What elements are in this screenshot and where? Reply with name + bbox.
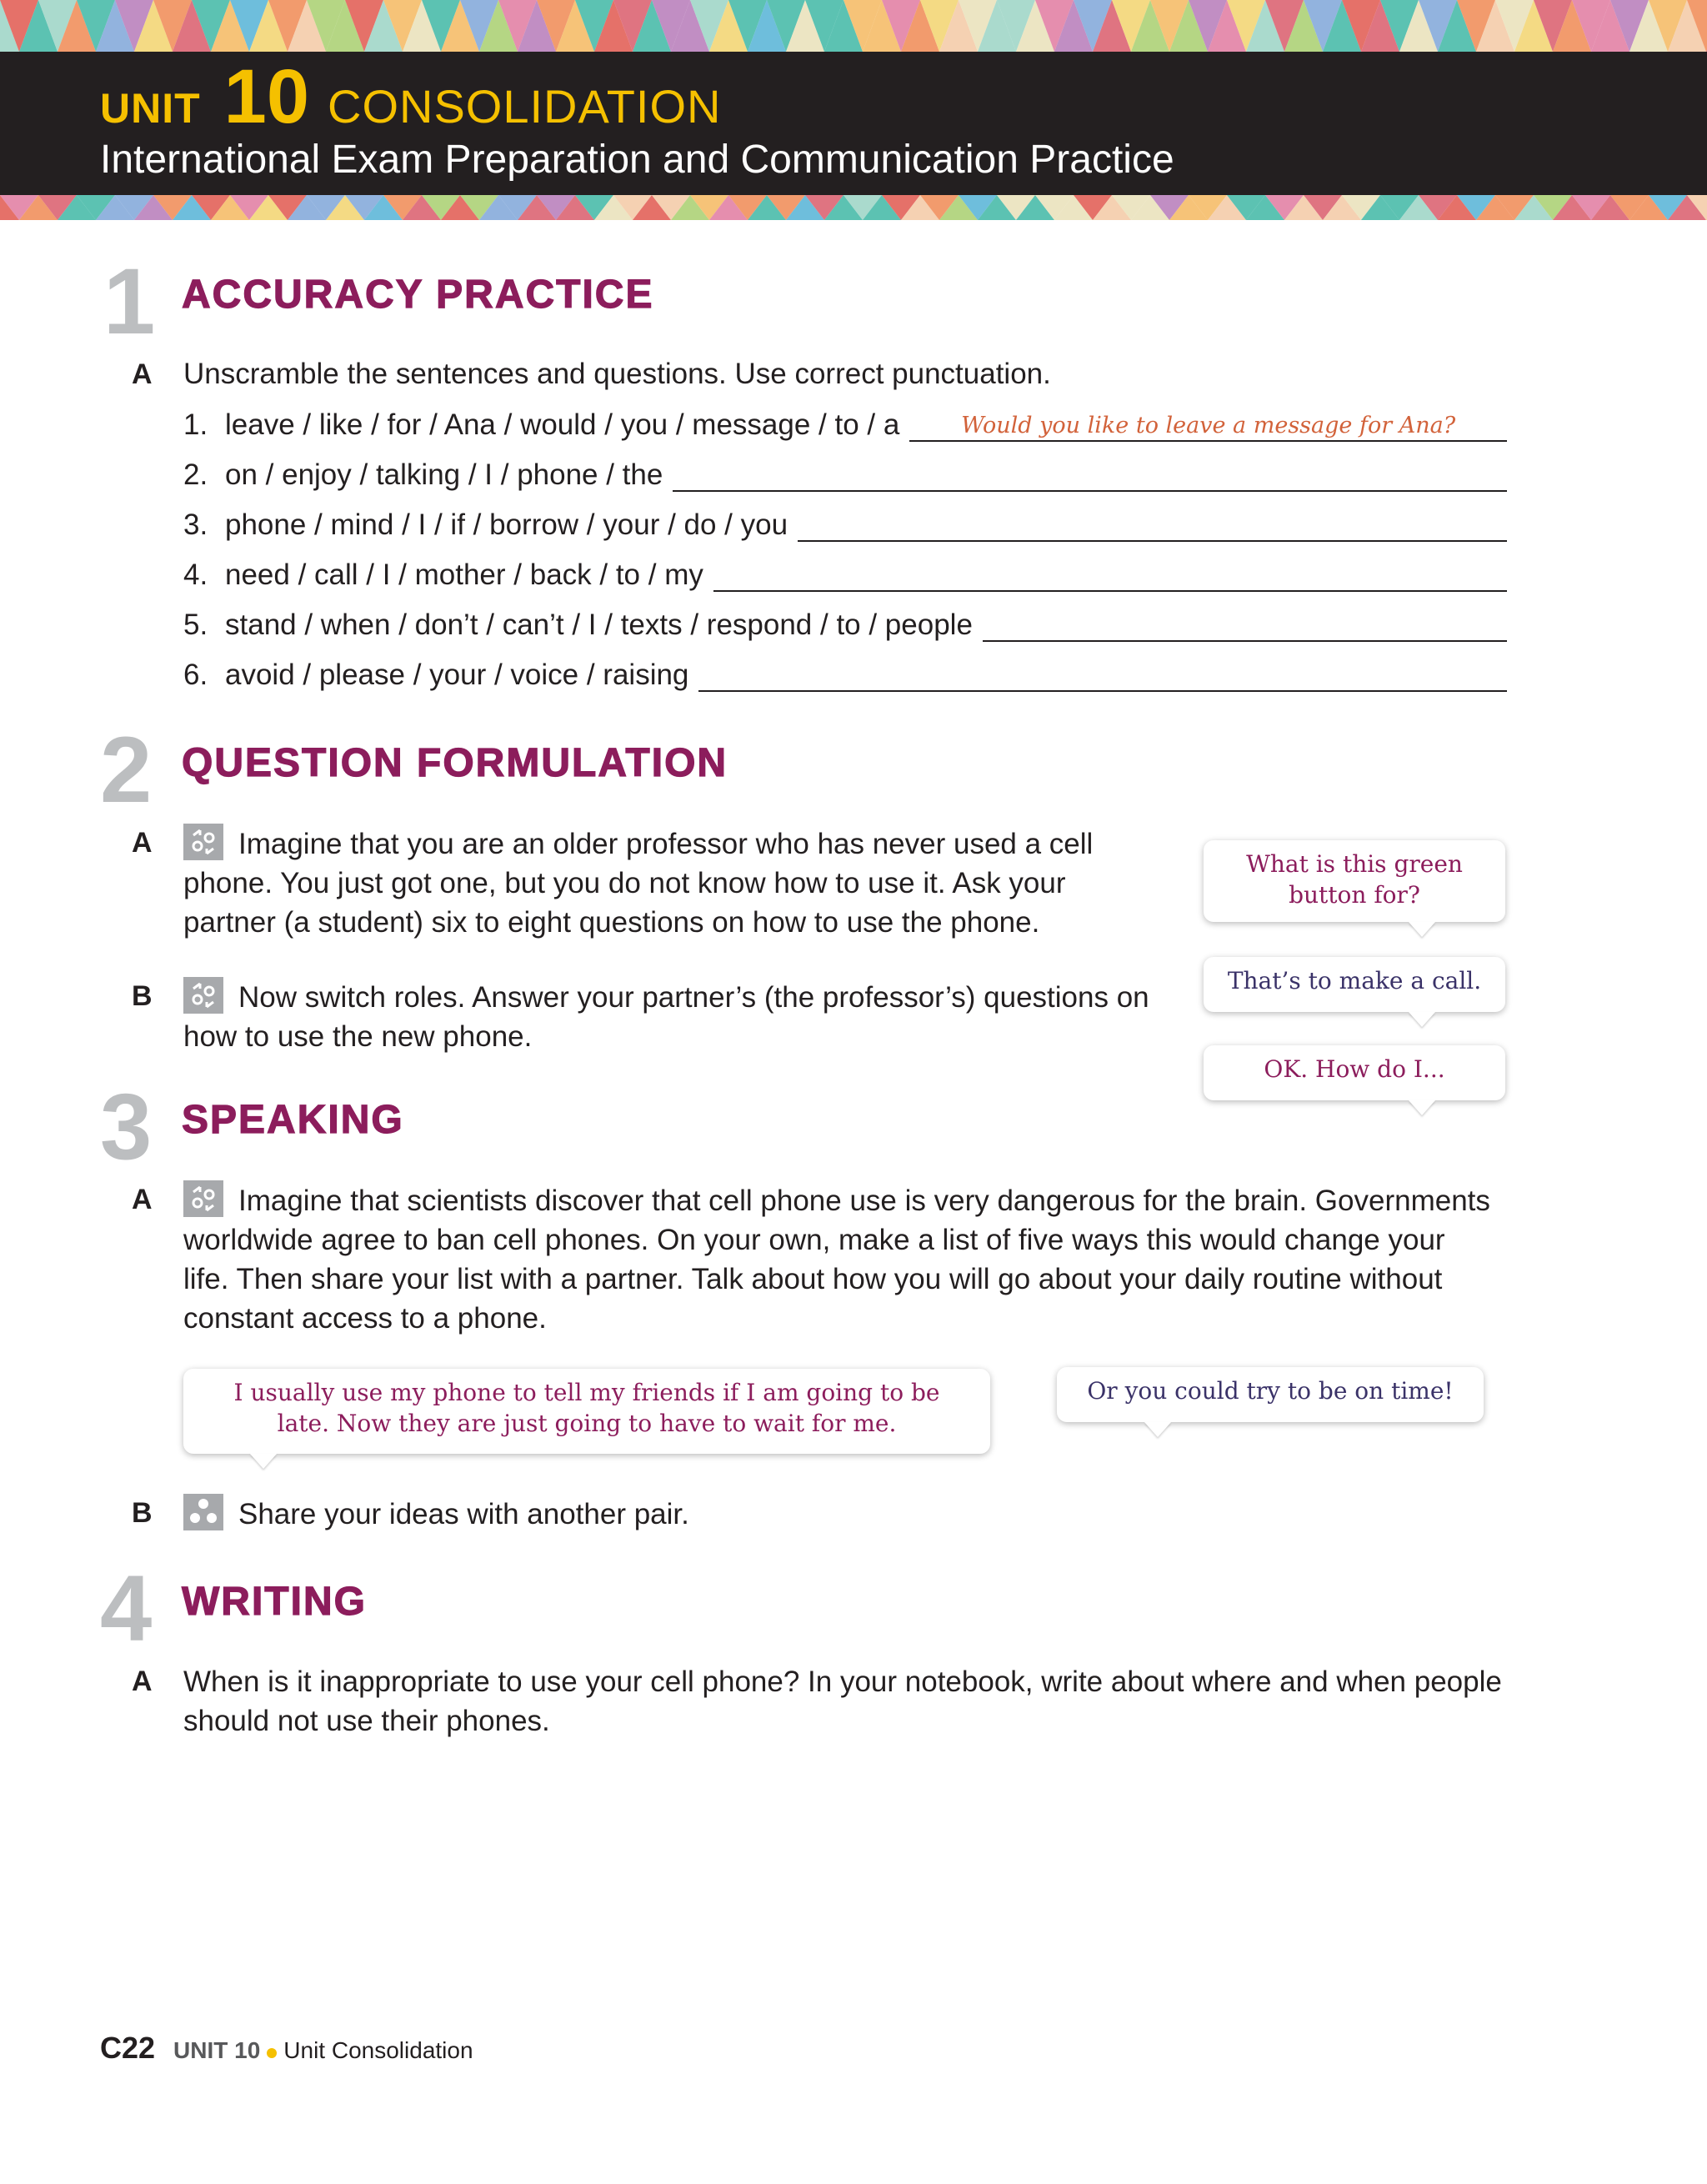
instruction-line: phone. You just got one, but you do not know how to use it. Ask your [183, 867, 1066, 899]
footer-unit: UNIT 10 [173, 2037, 261, 2063]
answer-line[interactable] [909, 410, 1507, 442]
bubble-line: Or you could try to be on time! [1087, 1377, 1454, 1405]
section-title-speaking: SPEAKING [182, 1098, 404, 1142]
exercise-instruction: Unscramble the sentences and questions. Use correct punctuation. [183, 358, 1051, 390]
item-words: phone / mind / I / if / borrow / your / do / you [225, 508, 788, 541]
instruction-line: worldwide agree to ban cell phones. On your own, make a list of five ways this would change your [183, 1224, 1445, 1256]
bubble-line: I usually use my phone to tell my friends if I am going to be [233, 1379, 940, 1406]
instruction-line: constant access to a phone. [183, 1302, 547, 1335]
exercise-instruction [183, 824, 1167, 942]
unscramble-item-6 [183, 654, 1507, 692]
unscramble-item-5 [183, 604, 1507, 642]
answer-line[interactable] [983, 610, 1507, 642]
bubble-line: What is this green [1246, 850, 1463, 878]
speech-bubble-student [1204, 957, 1505, 1012]
page-footer [100, 2031, 473, 2066]
item-words: stand / when / don’t / can’t / I / texts / respond / to / people [225, 609, 973, 641]
section-number-2: 2 [100, 718, 153, 822]
unscramble-item-4 [183, 554, 1507, 592]
bubble-line: late. Now they are just going to have to wait for me. [277, 1410, 897, 1437]
speech-bubble-professor [1204, 840, 1505, 922]
item-number: 6. [183, 659, 208, 691]
instruction-line: When is it inappropriate to use your cell phone? In your notebook, write about where and when people [183, 1666, 1502, 1698]
item-words: need / call / I / mother / back / to / my [225, 559, 703, 591]
section-number-1: 1 [103, 249, 156, 353]
exercise-letter: A [132, 1184, 153, 1215]
section-title-question-formulation: QUESTION FORMULATION [182, 741, 728, 785]
pair-work-icon [183, 1180, 223, 1217]
exercise-instruction [183, 1180, 1517, 1338]
bubble-line: button for? [1289, 881, 1420, 909]
section-title-accuracy-practice: ACCURACY PRACTICE [182, 273, 654, 317]
section-number-3: 3 [100, 1074, 153, 1179]
decorative-mosaic-top [0, 0, 1707, 52]
section-title-writing: WRITING [182, 1580, 367, 1624]
unit-title [100, 54, 722, 139]
pair-work-icon [183, 977, 223, 1014]
item-number: 1. [183, 408, 208, 441]
instruction-line: Imagine that scientists discover that cell phone use is very dangerous for the brain. Governments [238, 1185, 1490, 1217]
exercise-instruction [183, 1494, 689, 1534]
unit-word: UNIT [100, 85, 201, 132]
speech-bubble-professor-reply [1204, 1045, 1505, 1100]
item-number: 5. [183, 609, 208, 641]
exercise-letter: A [132, 358, 153, 390]
bubble-line: OK. How do I... [1264, 1055, 1445, 1083]
footer-bullet [267, 2048, 277, 2058]
unscramble-item-2 [183, 453, 1507, 492]
bubble-line: That’s to make a call. [1227, 967, 1482, 994]
instruction-line: life. Then share your list with a partner. Talk about how you will go about your daily routine without [183, 1263, 1443, 1295]
unit-number: 10 [223, 54, 309, 139]
exercise-letter: B [132, 1497, 153, 1529]
speech-bubble-example-1 [183, 1369, 990, 1454]
item-words: on / enjoy / talking / I / phone / the [225, 458, 663, 491]
footer-label: Unit Consolidation [283, 2037, 473, 2063]
item-words: leave / like / for / Ana / would / you / message / to / a [225, 408, 900, 441]
exercise-instruction [183, 977, 1167, 1056]
example-answer: Would you like to leave a message for Ana? [961, 413, 1456, 438]
page-code: C22 [100, 2031, 156, 2065]
instruction-line: should not use their phones. [183, 1705, 550, 1737]
instruction-line: Share your ideas with another pair. [238, 1498, 689, 1530]
item-number: 4. [183, 559, 208, 591]
answer-line[interactable] [713, 560, 1507, 592]
answer-line[interactable] [798, 510, 1507, 542]
exercise-letter: A [132, 1666, 153, 1697]
exercise-letter: B [132, 980, 153, 1012]
answer-line[interactable] [673, 460, 1507, 492]
speech-bubble-example-2 [1057, 1367, 1484, 1422]
decorative-mosaic-bottom [0, 195, 1707, 220]
unscramble-item-3 [183, 503, 1507, 542]
unit-subtitle: International Exam Preparation and Communication Practice [100, 138, 1174, 182]
unscramble-item-1 [183, 403, 1507, 442]
exercise-letter: A [132, 827, 153, 859]
answer-line[interactable] [698, 660, 1507, 692]
group-work-icon [183, 1494, 223, 1530]
unit-consolidation-label: CONSOLIDATION [328, 80, 722, 133]
item-number: 3. [183, 508, 208, 541]
instruction-line: Now switch roles. Answer your partner’s (the professor’s) questions on [238, 981, 1149, 1014]
item-number: 2. [183, 458, 208, 491]
section-number-4: 4 [100, 1556, 153, 1661]
exercise-instruction [183, 1662, 1517, 1741]
instruction-line: partner (a student) six to eight questions on how to use the phone. [183, 906, 1040, 939]
pair-work-icon [183, 824, 223, 860]
instruction-line: how to use the new phone. [183, 1020, 533, 1053]
instruction-line: Imagine that you are an older professor who has never used a cell [238, 828, 1094, 860]
item-words: avoid / please / your / voice / raising [225, 659, 689, 691]
